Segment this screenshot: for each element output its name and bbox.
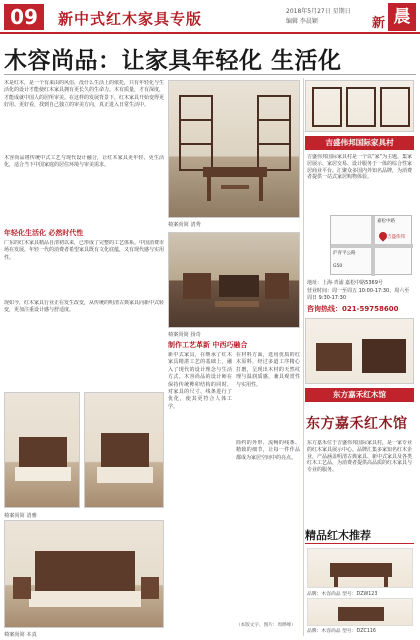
photo-bedroom-2	[84, 392, 164, 508]
hotline-number: 021-59758600	[342, 305, 399, 313]
column1-text-1: 广东的红木家具精品自清初以来，已形成了完整的工艺体系。中国消费市场在发展，年轻一代的消费者希望家具既有文化底蕴，又有现代感与实用性。	[4, 240, 164, 261]
headline: 木容尚品：让家具年轻化 生活化	[4, 48, 342, 74]
ad1-text: 吉盛伟邦国际家具村是一个以“家”为主题，集家居展示、家居交易、设计服务于一体的综合性家居商业平台。汇聚众多国内外知名品牌，为消费者提供一站式家居购物体验。	[307, 154, 413, 181]
photo-showroom-2	[305, 318, 414, 384]
subheading-craft: 制作工艺革新 中西巧融合	[168, 341, 248, 349]
hero-photo-living-room	[168, 80, 300, 218]
photo-bedroom-3	[4, 520, 164, 628]
article-intro-2: 木容尚品将传统中式工艺与现代设计融合，让红木家具更年轻、更生活化，适合当下中国家庭的居住环境与审美需求。	[4, 155, 164, 169]
column2-text-3: 简约的外形、流畅的线条、精致的细节，让每一件作品都成为家居空间中的亮点。	[236, 440, 300, 461]
column2-text-2: 在材料方面，选用优质的红木原料，经过多道工序精心打磨，呈现出木材的天然纹理与温润质感，兼具观赏性与实用性。	[236, 352, 300, 388]
brand-logo	[372, 3, 416, 31]
photo-caption-4: 椅案尚简 本真	[4, 632, 37, 638]
column1-text-2: 现如今，红木家具行业正在发生改变，从传统的明清古典家具向新中式转变，更加注重设计感与舒适度。	[4, 300, 164, 314]
photo-showroom	[305, 80, 414, 132]
product-1-caption: 品牌：木容尚品 型号：DZW123	[307, 592, 378, 597]
photo-bedroom-1	[4, 392, 80, 508]
recommend-title: 精品红木推荐	[305, 529, 371, 542]
page-number: 09	[4, 4, 44, 30]
product-1-photo	[307, 548, 413, 588]
brand-char: 晨	[388, 3, 416, 31]
ad1-hotline	[307, 304, 398, 314]
subheading-youth: 年轻化生活化 必然时代性	[4, 229, 84, 237]
map-label-g50: G50	[333, 264, 343, 269]
recommend-divider	[305, 543, 414, 544]
issue-date: 2018年5月27日 星期日	[286, 8, 351, 15]
column2-text-1: 新中式家具，在继承了红木家具精湛工艺的基础上，融入了现代的设计理念与生活方式。木容尚品的设计师在保持传统榫卯结构的同时，对家具的尺寸、线条进行了优化，使其更符合人体工学。	[168, 352, 232, 410]
location-map[interactable]	[330, 215, 412, 275]
map-label-venue: 吉盛伟邦	[387, 235, 405, 240]
product-2-photo	[307, 598, 413, 626]
product-2-caption: 品牌：木容尚品 型号：DZC116	[307, 629, 376, 634]
photo-caption-3: 椅案尚简 清雅	[4, 513, 37, 519]
ad1-hours: 营业时间：周一至周五 10:00-17:30，周六至周日 9:30-17:30	[307, 288, 410, 301]
ad1-title: 吉盛伟邦国际家具村	[305, 136, 414, 150]
ad2-text: 东方嘉禾位于吉盛伟邦国际家具村，是一家专业的红木家具展示中心。品牌汇集多家知名红木企业，产品涵盖明清古典家具、新中式家具及各类红木工艺品，为消费者提供高品质的红木家具与专业的服务。	[307, 440, 413, 474]
headline-divider	[4, 74, 416, 75]
brand-prefix: 新	[372, 16, 386, 31]
article-intro-1: 木是红木，是一个有来由的风俗，没什么生活上的依托，只有年轻化与生活化的设计才能使红木家具拥有更长久的生命力。木有质量，才有深度，才能成就中国人的居所审美。在这样的发展背景下，红木家具开始变得更好用、更好看，找到自己独立的审美方向，真正进入日常生活中。	[4, 80, 164, 109]
hotline-label: 咨询热线：	[307, 305, 342, 313]
photo-sofa-set	[168, 232, 300, 328]
ad2-logo: 东方嘉禾红木馆	[306, 416, 408, 432]
photo-credit: （本版文字、图片：周晔峰）	[236, 623, 296, 628]
map-label-road: 嘉松中路	[377, 219, 395, 224]
photo-caption-1: 椅案尚简 清秀	[168, 222, 201, 228]
ad2-title: 东方嘉禾红木馆	[305, 388, 414, 402]
map-label-highway: 沪青平公路	[333, 251, 356, 256]
page-header	[0, 0, 420, 34]
editor-credit: 编辑 李晨颖	[286, 18, 318, 25]
photo-caption-2: 椅案尚简 扬奇	[168, 332, 201, 338]
ad1-address: 地址：上海·青浦 嘉松中路5369号	[307, 280, 383, 286]
section-title: 新中式红木家具专版	[58, 10, 203, 28]
